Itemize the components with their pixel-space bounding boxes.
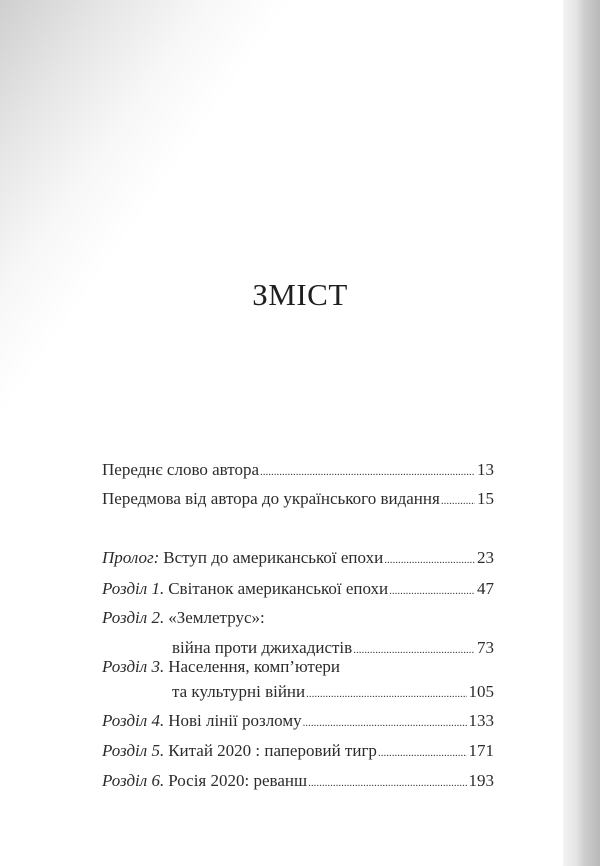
- toc-entry-prologue[interactable]: [102, 548, 494, 570]
- dot-leader: [308, 773, 466, 793]
- toc-page-number: 133: [468, 711, 494, 730]
- dot-leader: [378, 743, 467, 763]
- toc-entry-chapter-4[interactable]: [102, 711, 494, 733]
- toc-entry-preface-ukrainian[interactable]: [102, 489, 494, 511]
- toc-entry-chapter-3[interactable]: [102, 657, 494, 704]
- toc-entry-title-continued: та культурні війни: [172, 682, 306, 701]
- toc-page-number: 193: [468, 771, 494, 790]
- toc-entry-title: Передмова від автора до українського видання: [102, 489, 440, 508]
- dot-leader: [441, 491, 475, 511]
- toc-entry-prefix: Розділ 3.: [102, 657, 165, 676]
- toc-entry-chapter-5[interactable]: [102, 741, 494, 763]
- toc-entry-prefix: Розділ 2.: [102, 608, 165, 627]
- toc-entry-title-continued: війна проти джихадистів: [172, 638, 353, 657]
- toc-entry-chapter-1[interactable]: [102, 579, 494, 601]
- toc-entry-title: Росія 2020: реванш: [168, 771, 308, 790]
- toc-entry-title: Нові лінії розлому: [168, 711, 302, 730]
- toc-entry-prefix: Пролог:: [102, 548, 160, 567]
- toc-entry-title: Переднє слово автора: [102, 460, 260, 479]
- dot-leader: [260, 462, 475, 482]
- page-title: ЗМІСТ: [252, 277, 348, 312]
- toc-entry-chapter-2[interactable]: [102, 608, 494, 660]
- dot-leader: [306, 684, 466, 704]
- toc-page-number: 171: [468, 741, 494, 760]
- toc-entry-prefix: Розділ 6.: [102, 771, 165, 790]
- toc-page-number: 73: [477, 638, 494, 657]
- dot-leader: [303, 713, 467, 733]
- toc-entry-title: «Землетрус»:: [168, 608, 265, 627]
- toc-page-number: 47: [477, 579, 494, 598]
- toc-entry-prefix: Розділ 1.: [102, 579, 165, 598]
- toc-entry-chapter-6[interactable]: [102, 771, 494, 793]
- toc-entry-title: Китай 2020 : паперовий тигр: [168, 741, 377, 760]
- toc-page-number: 23: [477, 548, 494, 567]
- toc-page-number: 105: [468, 682, 494, 701]
- toc-entry-title: Вступ до американської епохи: [163, 548, 384, 567]
- toc-page-number: 15: [477, 489, 494, 508]
- toc-entry-prefix: Розділ 5.: [102, 741, 165, 760]
- dot-leader: [389, 581, 475, 601]
- toc-entry-title: Населення, комп’ютери: [168, 657, 341, 676]
- toc-page-number: 13: [477, 460, 494, 479]
- toc-entry-prefix: Розділ 4.: [102, 711, 165, 730]
- toc-entry-foreword[interactable]: [102, 460, 494, 482]
- dot-leader: [384, 550, 475, 570]
- toc-entry-title: Світанок американської епохи: [168, 579, 389, 598]
